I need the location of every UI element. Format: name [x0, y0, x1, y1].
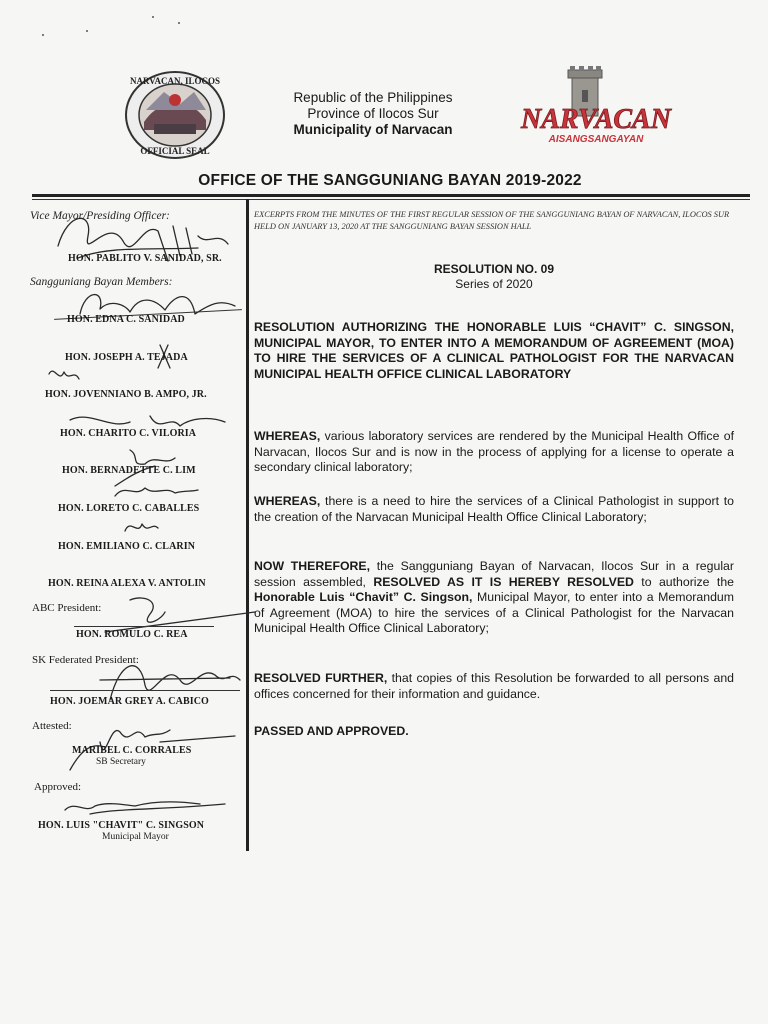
whereas-paragraph-1 [254, 429, 734, 476]
resolved-further-lead: RESOLVED FURTHER, [254, 671, 388, 685]
secretary-signature [60, 712, 240, 774]
narvacan-logo [496, 62, 700, 146]
mayor-title: Municipal Mayor [102, 832, 169, 842]
vice-mayor-label: Vice Mayor/Presiding Officer: [30, 210, 170, 222]
municipality-line: Municipality of Narvacan [293, 122, 453, 137]
member-name: HON. EMILIANO C. CLARIN [58, 541, 196, 552]
secretary-title: SB Secretary [96, 757, 146, 767]
signatories-column [30, 0, 244, 860]
mayor-signature [60, 796, 230, 820]
svg-text:OFFICIAL SEAL: OFFICIAL SEAL [140, 146, 210, 156]
now-therefore-lead: NOW THEREFORE, [254, 559, 371, 573]
column-divider [246, 199, 249, 851]
now-therefore-text: Municipal Mayor, to enter into a Memorandum of Agreement (MOA) to hire the services of a Clinical Pathologist for the Narvacan Municipal Health Office Clinical Laboratory; [254, 590, 734, 635]
resolution-series: Series of 2020 [455, 277, 533, 291]
now-therefore-text: the Sangguniang Bayan of Narvacan, Ilocos Sur in a regular session assembled, [254, 559, 734, 589]
header-address [262, 90, 484, 138]
whereas-lead: WHEREAS, [254, 494, 321, 508]
member-name: HON. JOSEPH A. TEJADA [65, 352, 188, 363]
member-name: HON. EDNA C. SANIDAD [67, 314, 185, 325]
vice-mayor-name: HON. PABLITO V. SANIDAD, SR. [68, 253, 222, 264]
signature-line [50, 690, 240, 691]
republic-line: Republic of the Philippines [293, 90, 453, 105]
members-label: Sangguniang Bayan Members: [30, 276, 173, 288]
now-therefore-text: to authorize the [633, 574, 734, 589]
signature-line [74, 626, 214, 627]
now-therefore-paragraph [254, 559, 734, 637]
whereas-paragraph-2 [254, 494, 734, 525]
sk-name: HON. JOEMAR GREY A. CABICO [50, 696, 209, 707]
member-name: HON. JOVENNIANO B. AMPO, JR. [45, 389, 207, 400]
resolution-number: RESOLUTION NO. 09 [433, 262, 555, 276]
member-name: HON. CHARITO C. VILORIA [60, 428, 197, 439]
abc-label: ABC President: [32, 602, 102, 614]
whereas-text: there is a need to hire the services of a Clinical Pathologist in support to the creation of the Narvacan Municipal Health Office Clinical Laboratory; [254, 494, 734, 524]
logo-tagline: AISANGSANGAYAN [548, 134, 644, 145]
office-title: OFFICE OF THE SANGGUNIANG BAYAN 2019-2022 [198, 172, 582, 189]
whereas-lead: WHEREAS, [254, 429, 321, 443]
minutes-excerpt: EXCERPTS FROM THE MINUTES OF THE FIRST REGULAR SESSION OF THE SANGGUNIANG BAYAN OF NARVACAN, ILOCOS SUR HELD ON JANUARY 13, 2020 AT THE SANGGUNIANG BAYAN SESSION HALL [254, 210, 730, 231]
resolution-title: RESOLUTION AUTHORIZING THE HONORABLE LUIS “CHAVIT” C. SINGSON, MUNICIPAL MAYOR, TO ENTER INTO A MEMORANDUM OF AGREEMENT (MOA) TO HIRE THE SERVICES OF A CLINICAL PATHOLOGIST FOR THE NARVACAN MUNICIPAL HEALTH OFFICE CLINICAL LABORATORY [254, 320, 734, 381]
member-signature [110, 478, 200, 502]
member-name: HON. LORETO C. CABALLES [58, 503, 200, 514]
sk-label: SK Federated President: [32, 654, 139, 666]
abc-name: HON. ROMULO C. REA [76, 629, 188, 640]
province-line: Province of Ilocos Sur [307, 106, 439, 121]
resolved-further-paragraph [254, 671, 734, 702]
svg-text:NARVACAN, ILOCOS: NARVACAN, ILOCOS [129, 76, 221, 86]
resolved-further-text: that copies of this Resolution be forwarded to all persons and offices concerned for their information and guidance. [254, 671, 734, 701]
secretary-name: MARIBEL C. CORRALES [72, 745, 192, 756]
mayor-name: HON. LUIS "CHAVIT" C. SINGSON [38, 820, 205, 831]
logo-wordmark: NARVACAN [521, 104, 671, 135]
resolved-clause: RESOLVED AS IT IS HEREBY RESOLVED [373, 574, 634, 589]
member-name: HON. REINA ALEXA V. ANTOLIN [48, 578, 206, 589]
approved-label: Approved: [34, 781, 82, 793]
attested-label: Attested: [32, 720, 72, 732]
member-name: HON. BERNADETTE C. LIM [62, 465, 196, 476]
vice-mayor-signature [48, 206, 238, 276]
member-signature [120, 516, 160, 540]
whereas-text: various laboratory services are rendered by the Municipal Health Office of Narvacan, Ilocos Sur and is now in the process of applying for a license to operate a secondary clinical laboratory; [254, 429, 734, 474]
mayor-reference: Honorable Luis “Chavit” C. Singson, [254, 590, 473, 604]
passed-approved: PASSED AND APPROVED. [254, 724, 409, 738]
